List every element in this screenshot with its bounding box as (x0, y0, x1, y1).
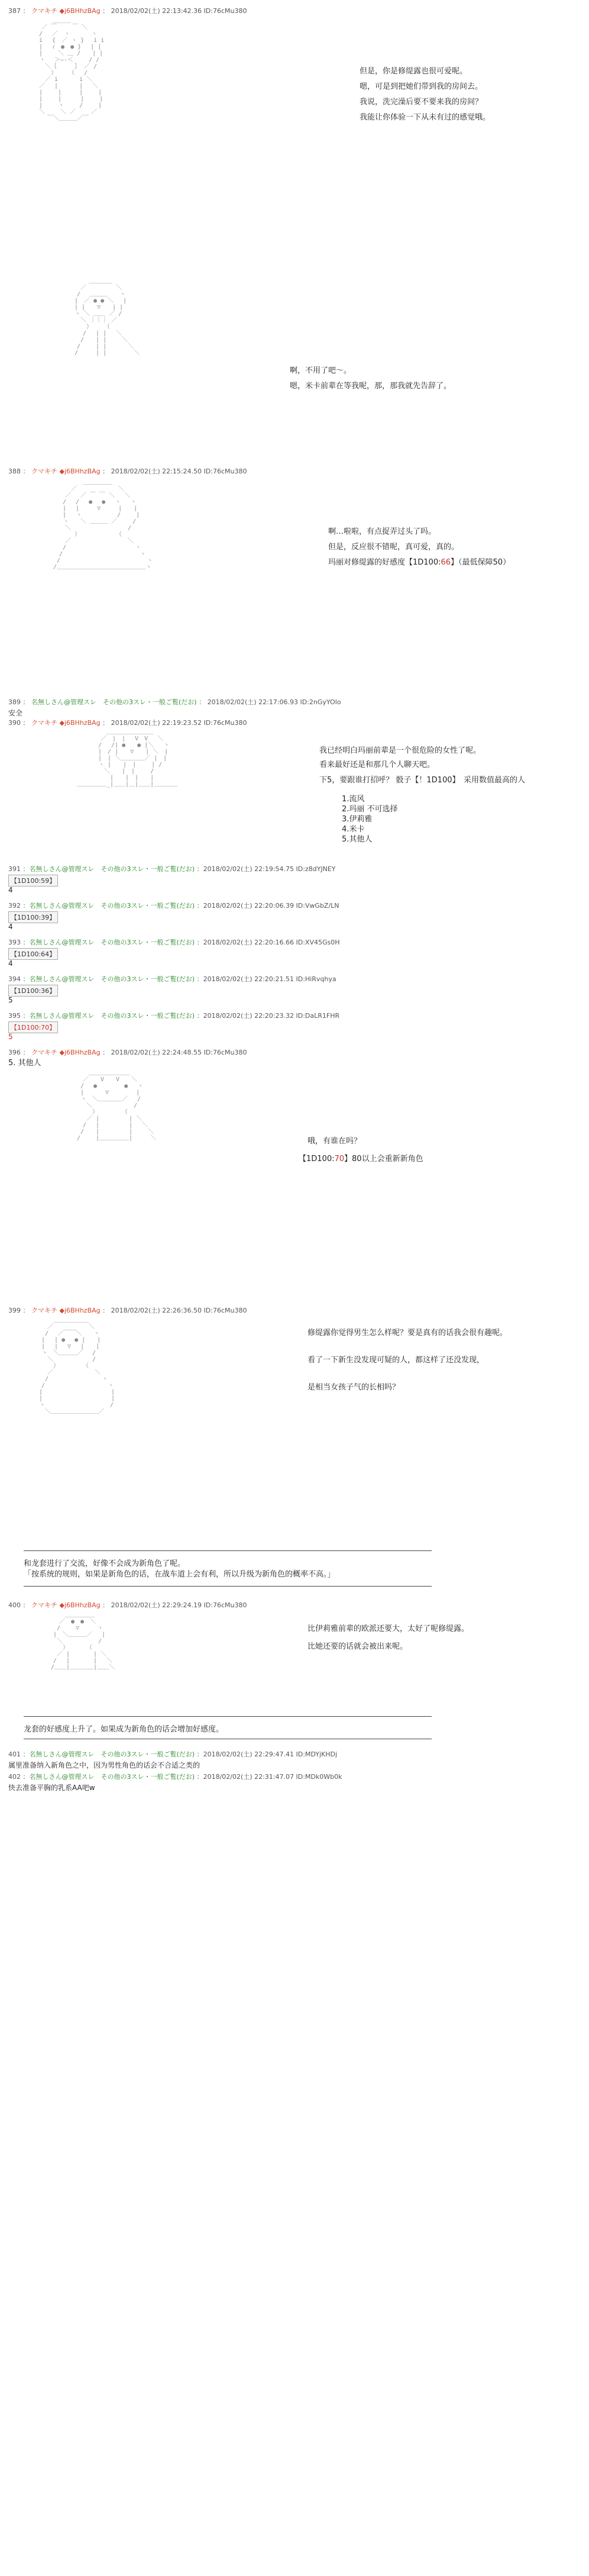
poster-trip: ◆j6BHhzBAg (59, 1049, 101, 1056)
divider (24, 1586, 432, 1587)
post-date: 2018/02/02(土) 22:20:21.51 (203, 975, 294, 983)
ascii-art-figure: ＿＿＿＿＿＿＿ ／ V V ＼ / ● ● ヽ | ▽ | ヽ ＼＿＿＿＿／ / ＼ / ） （ ／ | | ＼ / | | ＼ / | | ＼ / |＿＿＿＿＿| ＼ (76, 1070, 157, 1142)
poster-name: 名無しさん@管理スレ その他の3スレ・一般ご覧(だお) (29, 902, 195, 910)
post-id[interactable]: ID:DaLR1FHR (296, 1012, 340, 1020)
ascii-art-figure: ＿＿＿ ／ ￣ ￣ ＼ / ／ ヽ ヽ i { ／ ヽ } i i | ｨ ● ● } | | | ＼ ＿ / | | ヽ ＞―‐＜ / / ＼｛ ｝ ／ / ） （ / ／ i i ＼ ／ | | ＼ | | | | | | | | | ヽ / | ＼ ＼ ／ ／ ￣＼＿＿＿／￣ (39, 18, 105, 122)
post-date: 2018/02/02(土) 22:17:06.93 (207, 698, 298, 706)
post-id[interactable]: ID:76cMu380 (203, 468, 247, 475)
poster-name: クマキチ (31, 468, 57, 475)
post-date: 2018/02/02(土) 22:15:24.50 (111, 468, 202, 475)
poster-name: 名無しさん@管理スレ その他の3スレ・一般ご覧(だお) (29, 975, 195, 983)
post-text: 快去准备平胸的乳系AA吧w (8, 1784, 95, 1792)
post-line: 嗯，可是到把她们带到我的房间去。 (360, 82, 483, 91)
post-id[interactable]: ID:MDYjKHDj (296, 1750, 338, 1758)
post-header: 391 ：名無しさん@管理スレ その他の3スレ・一般ご覧(だお) ：2018/02/02(土) 22:19:54.75 ID:z8dYJNEY (8, 865, 336, 873)
post-date: 2018/02/02(土) 22:26:36.50 (111, 1307, 202, 1314)
divider (24, 1550, 432, 1551)
ascii-art-figure: ＿＿＿＿＿＿＿＿ ／ | | V V ＼ / /| ● ● |＼ ヽ | / | ▽ | ＼ | | | ＼＿＿＿＿／ | | ヽ | | | | / ＼ | | / | | | | ＿＿＿＿＿_|＿＿|＿|＿＿|＿＿＿＿ (77, 729, 178, 788)
post-date: 2018/02/02(土) 22:20:16.66 (203, 939, 294, 946)
post-id[interactable]: ID:76cMu380 (203, 1049, 247, 1056)
post-line: 啊，不用了吧～。 (290, 366, 352, 375)
post-line: 哦，有谁在吗？ (308, 1137, 362, 1146)
post-header: 389 ： 名無しさん@管理スレ その他の3スレ・一般ご覧(だお) ： 2018/02/02(土) 22:17:06.93 ID:2nGyYOIo (8, 698, 341, 706)
post-line: 修缇露你觉得男生怎么样呢？要是真有的话我会很有趣呢。 (308, 1329, 508, 1337)
ascii-art-figure: ＿＿＿＿＿ ／ ● ● ＼ / ▽ ヽ | ＼＿＿＿／ | ＼ / ） （ ／ | | ＼ / | | ＼ /＿＿|＿＿＿＿|＿＿＼ (51, 1612, 115, 1671)
poster-name: クマキチ (31, 7, 57, 15)
post-id[interactable]: ID:VwGbZ/LN (296, 902, 339, 910)
dice-line: 【1D100:70】80以上会重新新角色 (299, 1155, 423, 1163)
ascii-art-figure: ＿＿＿＿ ／ ＼ / ＿＿＿ ヽ | ／ ● ● ＼ | | | ▽ | | ヽ ＼ ＿＿ ／ / ＼ ｜｜｜ ／ ） （ / | | ＼ / | | ＼ / | | ＼ / | | ＼ (75, 278, 140, 356)
post-date: 2018/02/02(土) 22:19:54.75 (203, 865, 294, 873)
post-line: 但是，你是修缇露也很可爱呢。 (360, 67, 468, 76)
poster-trip: ◆j6BHhzBAg (59, 1601, 101, 1609)
post-id[interactable]: ID:76cMu380 (203, 1307, 247, 1314)
post-number[interactable]: 392 (8, 902, 21, 910)
post-date: 2018/02/02(土) 22:19:23.52 (111, 719, 202, 727)
post-number[interactable]: 395 (8, 1012, 21, 1020)
option-item: 3.伊莉雅 (342, 815, 373, 824)
post-header: 395 ：名無しさん@管理スレ その他の3スレ・一般ご覧(だお) ：2018/02/02(土) 22:20:23.32 ID:DaLR1FHR (8, 1012, 340, 1020)
post-text: 5 (8, 1033, 13, 1041)
post-number[interactable]: 391 (8, 865, 21, 873)
poster-name: クマキチ (31, 719, 57, 727)
post-id[interactable]: ID:2nGyYOIo (300, 698, 341, 706)
ascii-art-figure: ＿＿＿＿＿ ／ ＼ ／ ／ ￣ ￣ ＼ ＼ / / ● ● ヽ ヽ | | ▽ | | | ヽ / | ヽ ＼ ＿＿＿ ／ / ＼ / ） （ ／ ＼ / ヽ / ヽ / ヽ /＿＿＿＿＿＿＿＿＿＿＿＿＿＿＿ヽ (53, 479, 153, 570)
post-id[interactable]: ID:z8dYJNEY (296, 865, 336, 873)
post-date: 2018/02/02(土) 22:31:47.07 (203, 1773, 294, 1781)
dice-result: 66 (441, 558, 451, 567)
post-header: 401 ：名無しさん@管理スレ その他の3スレ・一般ご覧(だお) ：2018/02/02(土) 22:29:47.41 ID:MDYjKHDj (8, 1750, 338, 1758)
post-header: 392 ：名無しさん@管理スレ その他の3スレ・一般ご覧(だお) ：2018/02/02(土) 22:20:06.39 ID:VwGbZ/LN (8, 902, 339, 910)
dice-box: 【1D100:39】 (8, 911, 58, 923)
post-line: 和龙套进行了交流，好像不会成为新角色了呢。 (24, 1559, 186, 1568)
post-date: 2018/02/02(土) 22:24:48.55 (111, 1049, 202, 1056)
post-header: 394 ：名無しさん@管理スレ その他の3スレ・一般ご覧(だお) ：2018/02/02(土) 22:20:21.51 ID:HiRvqhya (8, 975, 336, 983)
post-text: 5 (8, 996, 13, 1004)
option-item: 4.米卡 (342, 825, 365, 834)
post-line: 是相当女孩子气的长相吗？ (308, 1383, 400, 1392)
post-text: 属里准备纳入新角色之中，因为男性角色的话会不合适之类的 (8, 1761, 200, 1769)
dice-box: 【1D100:70】 (8, 1021, 58, 1033)
dice-box: 【1D100:59】 (8, 875, 58, 886)
post-id[interactable]: ID:HiRvqhya (296, 975, 336, 983)
post-text: 4 (8, 923, 13, 931)
post-header: 400 ： クマキチ ◆j6BHhzBAg ： 2018/02/02(土) 22:29:24.19 ID:76cMu380 (8, 1601, 247, 1609)
post-header: 396 ： クマキチ ◆j6BHhzBAg ： 2018/02/02(土) 22:24:48.55 ID:76cMu380 (8, 1049, 247, 1056)
post-line: 下5，要跟谁打招呼？ 骰子【！1D100】 采用数值最高的人 (319, 776, 525, 785)
post-line: 比她还要的话就会被出来呢。 (308, 1642, 408, 1651)
poster-name: 名無しさん@管理スレ その他の3スレ・一般ご覧(だお) (31, 698, 197, 706)
dice-box: 【1D100:64】 (8, 948, 58, 960)
poster-name: 名無しさん@管理スレ その他の3スレ・一般ご覧(だお) (29, 865, 195, 873)
poster-name: 名無しさん@管理スレ その他の3スレ・一般ご覧(だお) (29, 1012, 195, 1020)
poster-trip: ◆j6BHhzBAg (59, 468, 101, 475)
post-header: 388 ： クマキチ ◆j6BHhzBAg ： 2018/02/02(土) 22:15:24.50 ID:76cMu380 (8, 468, 247, 475)
post-header: 393 ：名無しさん@管理スレ その他の3スレ・一般ご覧(だお) ：2018/02/02(土) 22:20:16.66 ID:XV45Gs0H (8, 939, 340, 946)
post-line: 看来最好还是和那几个人聊天吧。 (319, 760, 435, 769)
post-id[interactable]: ID:XV45Gs0H (296, 939, 340, 946)
poster-name: 名無しさん@管理スレ その他の3スレ・一般ご覧(だお) (29, 1750, 195, 1758)
post-line: 嗯，米卡前辈在等我呢，那，那我就先告辞了。 (290, 382, 452, 391)
poster-name: クマキチ (31, 1601, 57, 1609)
post-line: 5. 其他人 (8, 1059, 41, 1068)
post-line: 我能让你体验一下从未有过的感觉哦。 (360, 113, 491, 122)
post-line: 龙套的好感度上升了。如果成为新角色的话会增加好感度。 (24, 1725, 224, 1734)
post-number[interactable]: 389 (8, 698, 21, 706)
post-number[interactable]: 394 (8, 975, 21, 983)
post-id[interactable]: ID:76cMu380 (203, 1601, 247, 1609)
poster-trip: ◆j6BHhzBAg (59, 1307, 101, 1314)
poster-name: 名無しさん@管理スレ その他の3スレ・一般ご覧(だお) (29, 939, 195, 946)
divider (24, 1716, 432, 1717)
post-number[interactable]: 402 (8, 1773, 21, 1781)
post-line: 我说，洗完澡后要不要来我的房间？ (360, 98, 483, 107)
poster-trip: ◆j6BHhzBAg (59, 719, 101, 727)
post-date: 2018/02/02(土) 22:20:06.39 (203, 902, 294, 910)
post-text: 4 (8, 959, 13, 968)
poster-trip: ◆j6BHhzBAg (59, 7, 101, 15)
post-number[interactable]: 399 (8, 1307, 21, 1314)
post-line: 看了一下新生没发现可疑的人，都这样了还没发现， (308, 1356, 485, 1365)
post-text: 安全 (8, 709, 23, 717)
post-number[interactable]: 393 (8, 939, 21, 946)
post-date: 2018/02/02(土) 22:29:24.19 (111, 1601, 202, 1609)
option-item: 1.流风 (342, 795, 365, 804)
post-header: 390 ： クマキチ ◆j6BHhzBAg ： 2018/02/02(土) 22:19:23.52 ID:76cMu380 (8, 719, 247, 727)
dice-line: 玛丽对修缇露的好感度【1D100:66】（最低保障50） (328, 558, 511, 567)
post-number[interactable]: 388 (8, 468, 21, 475)
post-header: 387 ： クマキチ ◆j6BHhzBAg ： 2018/02/02(土) 22:13:42.36 ID:76cMu380 (8, 7, 247, 15)
post-date: 2018/02/02(土) 22:20:23.32 (203, 1012, 294, 1020)
post-line: 啊…啦啦，有点捉弄过头了吗。 (328, 527, 436, 536)
dice-result: 70 (334, 1155, 345, 1163)
post-line: 比伊莉雅前辈的欧派还要大，太好了呢修缇露。 (308, 1624, 470, 1633)
post-number[interactable]: 400 (8, 1601, 21, 1609)
post-id[interactable]: ID:76cMu380 (203, 719, 247, 727)
option-item: 2.玛丽 不可选择 (342, 805, 398, 814)
post-id[interactable]: ID:76cMu380 (203, 7, 247, 15)
poster-name: クマキチ (31, 1049, 57, 1056)
post-number[interactable]: 387 (8, 7, 21, 15)
post-line: 「按系统的规则，如果是新角色的话，在战车道上会有利，所以升级为新角色的概率不高。」 (24, 1570, 335, 1579)
poster-name: クマキチ (31, 1307, 57, 1314)
ascii-art-figure: ＿＿＿＿＿＿ ／ ＼ / ／￣￣＼ ヽ | | ● ● | | | | ▽ | | ヽ ＼＿＿＿／ / ＼ / ） （ ／ ＼ / ヽ / ヽ | | | | ヽ / ＼＿＿＿＿＿＿＿＿／ (39, 1317, 115, 1415)
post-header: 399 ： クマキチ ◆j6BHhzBAg ： 2018/02/02(土) 22:26:36.50 ID:76cMu380 (8, 1307, 247, 1314)
post-header: 402 ：名無しさん@管理スレ その他の3スレ・一般ご覧(だお) ：2018/02/02(土) 22:31:47.07 ID:MDk0Wb0k (8, 1773, 342, 1781)
option-item: 5.其他人 (342, 835, 373, 844)
post-date: 2018/02/02(土) 22:13:42.36 (111, 7, 202, 15)
post-number[interactable]: 390 (8, 719, 21, 727)
dice-box: 【1D100:36】 (8, 985, 58, 997)
post-line: 我已经明白玛丽前辈是一个很危险的女性了呢。 (319, 746, 481, 755)
post-number[interactable]: 396 (8, 1049, 21, 1056)
post-number[interactable]: 401 (8, 1750, 21, 1758)
poster-name: 名無しさん@管理スレ その他の3スレ・一般ご覧(だお) (29, 1773, 195, 1781)
post-line: 但是，反应很不错呢，真可爱，真的。 (328, 543, 459, 552)
post-text: 4 (8, 886, 13, 894)
post-id[interactable]: ID:MDk0Wb0k (296, 1773, 342, 1781)
post-date: 2018/02/02(土) 22:29:47.41 (203, 1750, 294, 1758)
